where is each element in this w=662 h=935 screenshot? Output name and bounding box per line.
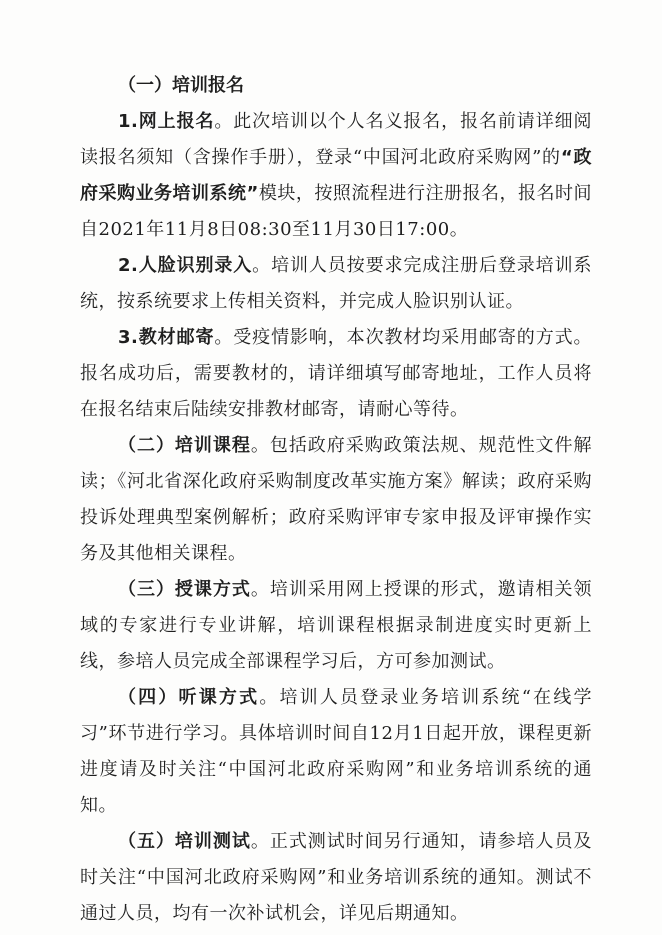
paragraph-lead: （五）培训测试 <box>118 831 251 852</box>
paragraph-training-courses <box>80 428 592 572</box>
system-name-emphasis: “政府采购业务培训系统” <box>80 147 592 204</box>
paragraph-attending-method <box>80 680 592 824</box>
paragraph-lead: 2.人脸识别录入 <box>118 255 253 276</box>
paragraph-lead: （二）培训课程 <box>118 435 251 456</box>
paragraph-textbook-mailing <box>80 320 592 428</box>
paragraph-lead: （四）听课方式 <box>118 687 260 708</box>
paragraph-online-registration <box>80 104 592 248</box>
paragraph-face-recognition <box>80 248 592 320</box>
paragraph-training-test <box>80 824 592 932</box>
paragraph-text: 。包括政府采购政策法规、规范性文件解读；《河北省深化政府采购制度改革实施方案》解读；政府采购投诉处理典型案例解析；政府采购评审专家申报及评审操作实务及其他相关课程。 <box>80 435 593 564</box>
paragraph-text: 。培训采用网上授课的形式，邀请相关领域的专家进行专业讲解，培训课程根据录制进度实时更新上线，参培人员完成全部课程学习后，方可参加测试。 <box>80 579 593 672</box>
paragraph-lead: 3.教材邮寄 <box>118 327 215 348</box>
paragraph-text: 。此次培训以个人名义报名，报名前请详细阅读报名须知（含操作手册），登录“中国河北政府采购网”的 <box>80 111 592 168</box>
paragraph-lead: 1.网上报名 <box>118 111 215 132</box>
paragraph-text: 模块，按照流程进行注册报名，报名时间自2021年11月8日08:30至11月30日17:00。 <box>80 183 592 240</box>
paragraph-lead: （三）授课方式 <box>118 579 251 600</box>
paragraph-text: 。受疫情影响，本次教材均采用邮寄的方式。报名成功后，需要教材的，请详细填写邮寄地址，工作人员将在报名结束后陆续安排教材邮寄，请耐心等待。 <box>80 327 592 420</box>
document-body <box>80 68 592 932</box>
paragraph-text: 。培训人员按要求完成注册后登录培训系统，按系统要求上传相关资料，并完成人脸识别认证。 <box>80 255 592 312</box>
paragraph-text: 。正式测试时间另行通知，请参培人员及时关注“中国河北政府采购网”和业务培训系统的通知。测试不通过人员，均有一次补试机会，详见后期通知。 <box>80 831 593 924</box>
paragraph-teaching-method <box>80 572 592 680</box>
paragraph-text: 。培训人员登录业务培训系统“在线学习”环节进行学习。具体培训时间自12月1日起开放，课程更新进度请及时关注“中国河北政府采购网”和业务培训系统的通知。 <box>80 687 593 816</box>
section-heading-registration: （一）培训报名 <box>118 75 244 96</box>
